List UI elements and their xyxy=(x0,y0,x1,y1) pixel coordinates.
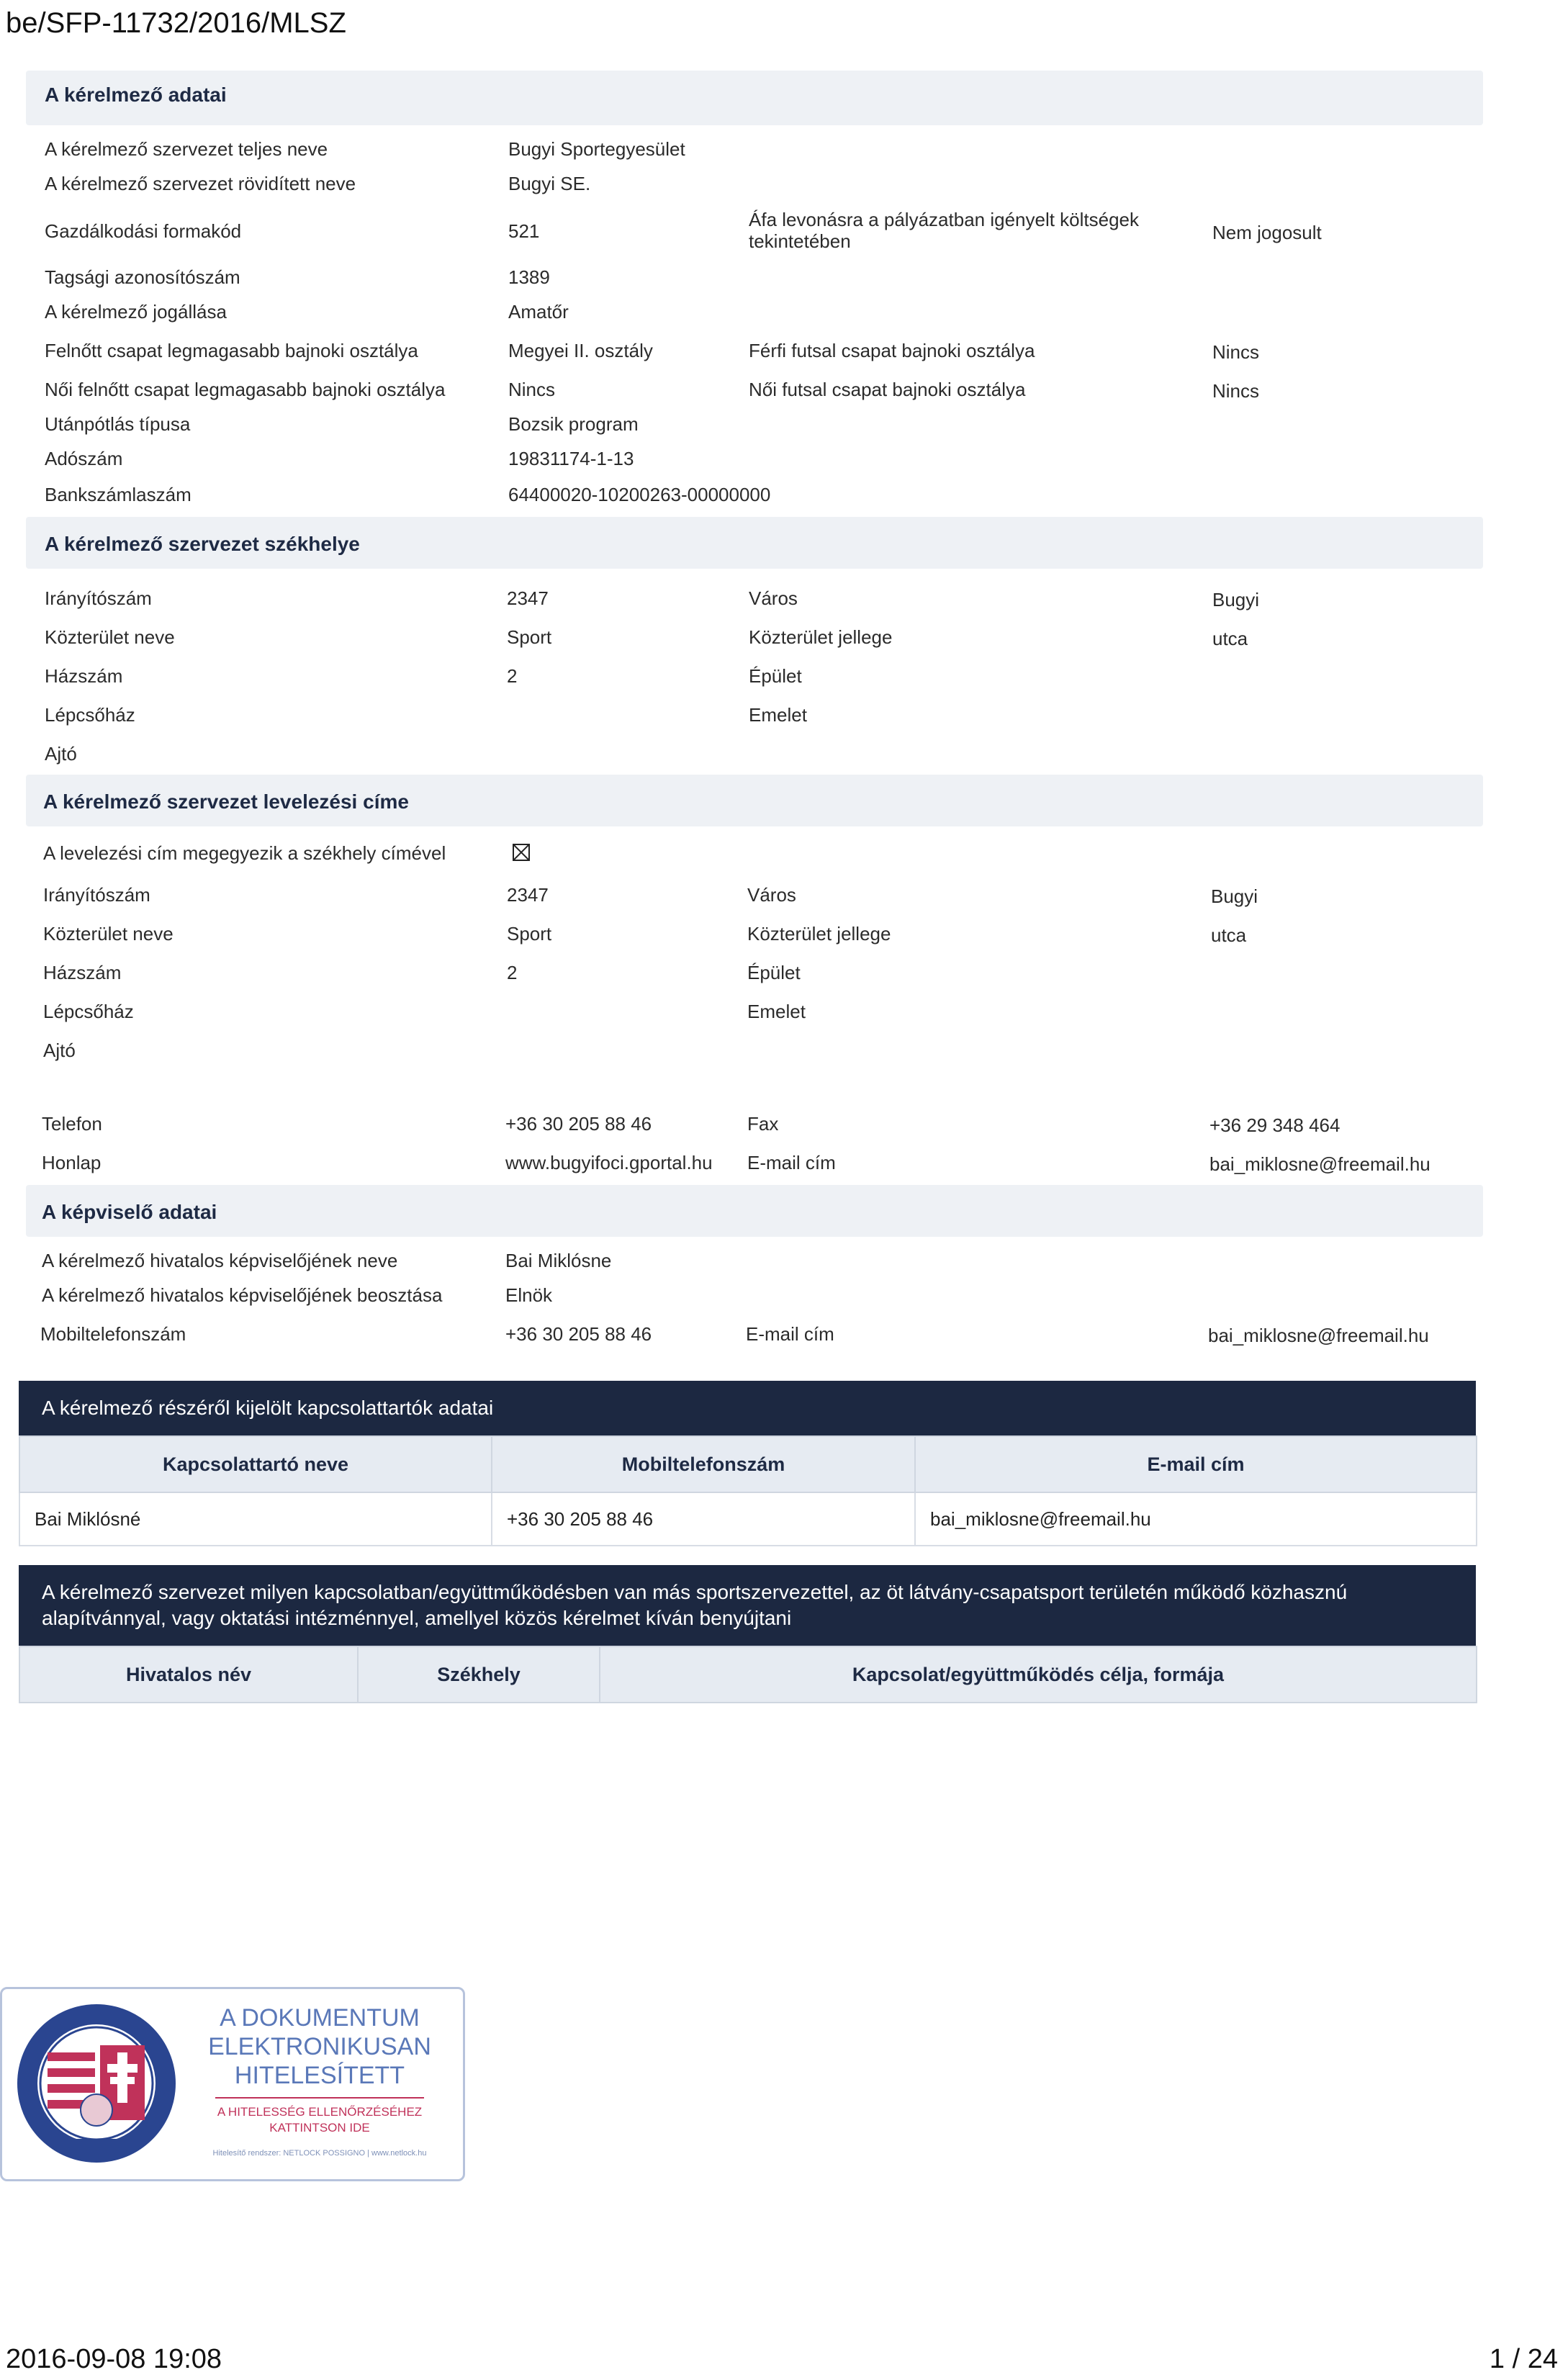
seat-house-value: 2 xyxy=(507,665,518,687)
short-name-value: Bugyi SE. xyxy=(508,173,591,194)
section-band-representative xyxy=(26,1185,1483,1237)
seat-city-value: Bugyi xyxy=(1212,589,1260,610)
col-header-seat: Székhely xyxy=(358,1646,600,1703)
mailing-same-label: A levelezési cím megegyezik a székhely címével xyxy=(43,842,446,864)
col-header-mobile: Mobiltelefonszám xyxy=(492,1436,915,1492)
full-name-label: A kérelmező szervezet teljes neve xyxy=(45,138,328,160)
seat-zip-value: 2347 xyxy=(507,587,549,609)
partners-table-title: A kérelmező szervezet milyen kapcsolatban/együttműködésben van más sportszervezettel, az öt látvány-csapatsport területén működő közhasznú alapítvánnyal, vagy oktatási intézménnyel, amellyel közös kérelmet kíván benyújtani xyxy=(19,1565,1476,1646)
email-label: E-mail cím xyxy=(747,1152,836,1173)
section-title-mailing: A kérelmező szervezet levelezési címe xyxy=(43,790,409,813)
seat-door-label: Ajtó xyxy=(45,743,77,765)
seat-city-label: Város xyxy=(749,587,798,609)
phone-label: Telefon xyxy=(42,1113,102,1135)
fax-value: +36 29 348 464 xyxy=(1209,1114,1341,1136)
member-id-value: 1389 xyxy=(508,266,550,288)
stamp-line-3: HITELESÍTETT xyxy=(234,2062,405,2089)
web-value[interactable]: www.bugyifoci.gportal.hu xyxy=(505,1152,713,1173)
seat-stair-label: Lépcsőház xyxy=(45,704,135,726)
full-name-value: Bugyi Sportegyesület xyxy=(508,138,685,160)
rep-mobile-label: Mobiltelefonszám xyxy=(40,1323,186,1345)
mailing-door-label: Ajtó xyxy=(43,1040,76,1061)
form-code-value: 521 xyxy=(508,220,540,242)
col-header-official-name: Hivatalos név xyxy=(19,1646,358,1703)
mailing-same-checkbox[interactable] xyxy=(513,844,530,861)
web-label: Honlap xyxy=(42,1152,102,1173)
legal-status-label: A kérelmező jogállása xyxy=(45,301,227,323)
mailing-street-label: Közterület neve xyxy=(43,923,174,945)
phone-value: +36 30 205 88 46 xyxy=(505,1113,652,1135)
mailing-building-label: Épület xyxy=(747,962,801,983)
stamp-line-4[interactable]: A HITELESSÉG ELLENŐRZÉSÉHEZ xyxy=(217,2105,423,2119)
col-header-purpose: Kapcsolat/együttműködés célja, formája xyxy=(600,1646,1477,1703)
section-title-representative: A képviselő adatai xyxy=(42,1201,217,1223)
cell-contact-email[interactable]: bai_miklosne@freemail.hu xyxy=(915,1492,1477,1546)
rep-email-value[interactable]: bai_miklosne@freemail.hu xyxy=(1208,1325,1429,1346)
mailing-zip-label: Irányítószám xyxy=(43,884,150,906)
bank-label: Bankszámlaszám xyxy=(45,484,192,505)
tax-label: Adószám xyxy=(45,448,123,469)
mlsz-seal-icon xyxy=(15,2002,178,2165)
contacts-grid xyxy=(19,1435,1477,1546)
col-header-email: E-mail cím xyxy=(915,1436,1477,1492)
mailing-city-label: Város xyxy=(747,884,796,906)
men-futsal-value: Nincs xyxy=(1212,341,1260,363)
rep-name-label: A kérelmező hivatalos képviselőjének neve xyxy=(42,1250,398,1271)
vat-label: Áfa levonásra a pályázatban igényelt költségek tekintetében xyxy=(749,209,1140,252)
youth-type-label: Utánpótlás típusa xyxy=(45,413,191,435)
rep-role-value: Elnök xyxy=(505,1284,553,1306)
partners-grid xyxy=(19,1646,1477,1703)
section-title-applicant: A kérelmező adatai xyxy=(45,84,227,106)
vat-value: Nem jogosult xyxy=(1212,222,1322,243)
rep-mobile-value: +36 30 205 88 46 xyxy=(505,1323,652,1345)
bank-value: 64400020-10200263-00000000 xyxy=(508,484,771,505)
mailing-street-type-value: utca xyxy=(1211,924,1247,946)
contacts-table xyxy=(19,1381,1476,1546)
seat-zip-label: Irányítószám xyxy=(45,587,152,609)
mailing-street-value: Sport xyxy=(507,923,552,945)
mailing-city-value: Bugyi xyxy=(1211,885,1258,907)
section-band-applicant xyxy=(26,71,1483,125)
adult-team-label: Felnőtt csapat legmagasabb bajnoki osztálya xyxy=(45,340,418,361)
footer-page-number: 1 / 24 xyxy=(1489,2344,1558,2374)
seat-building-label: Épület xyxy=(749,665,802,687)
mailing-house-value: 2 xyxy=(507,962,518,983)
document-id: be/SFP-11732/2016/MLSZ xyxy=(6,7,346,39)
stamp-line-1: A DOKUMENTUM xyxy=(220,2004,420,2032)
seat-street-type-value: utca xyxy=(1212,628,1248,649)
stamp-line-2: ELEKTRONIKUSAN xyxy=(208,2033,431,2060)
tax-value: 19831174-1-13 xyxy=(508,448,634,469)
cell-contact-name: Bai Miklósné xyxy=(19,1492,492,1546)
women-team-label: Női felnőtt csapat legmagasabb bajnoki osztálya xyxy=(45,379,446,400)
table-row xyxy=(19,1492,1477,1546)
women-futsal-label: Női futsal csapat bajnoki osztálya xyxy=(749,379,1026,400)
seat-street-label: Közterület neve xyxy=(45,626,175,648)
mailing-stair-label: Lépcsőház xyxy=(43,1001,134,1022)
seat-house-label: Házszám xyxy=(45,665,123,687)
stamp-line-6: Hitelesítő rendszer: NETLOCK POSSIGNO | www.netlock.hu xyxy=(212,2149,427,2158)
fax-label: Fax xyxy=(747,1113,779,1135)
cell-contact-mobile: +36 30 205 88 46 xyxy=(492,1492,915,1546)
partners-table xyxy=(19,1565,1476,1703)
section-title-seat: A kérelmező szervezet székhelye xyxy=(45,533,360,555)
seat-street-type-label: Közterület jellege xyxy=(749,626,893,648)
stamp-divider xyxy=(215,2097,424,2099)
women-team-value: Nincs xyxy=(508,379,556,400)
authentication-stamp[interactable] xyxy=(0,1987,465,2181)
seat-street-value: Sport xyxy=(507,626,552,648)
contacts-table-title: A kérelmező részéről kijelölt kapcsolattartók adatai xyxy=(19,1381,1476,1435)
men-futsal-label: Férfi futsal csapat bajnoki osztálya xyxy=(749,340,1035,361)
mailing-zip-value: 2347 xyxy=(507,884,549,906)
member-id-label: Tagsági azonosítószám xyxy=(45,266,240,288)
women-futsal-value: Nincs xyxy=(1212,380,1260,402)
seat-floor-label: Emelet xyxy=(749,704,807,726)
form-code-label: Gazdálkodási formakód xyxy=(45,220,242,242)
stamp-line-5[interactable]: KATTINTSON IDE xyxy=(269,2121,370,2135)
legal-status-value: Amatőr xyxy=(508,301,569,323)
footer-date: 2016-09-08 19:08 xyxy=(6,2344,222,2374)
short-name-label: A kérelmező szervezet rövidített neve xyxy=(45,173,356,194)
rep-name-value: Bai Miklósne xyxy=(505,1250,612,1271)
mailing-floor-label: Emelet xyxy=(747,1001,806,1022)
email-value[interactable]: bai_miklosne@freemail.hu xyxy=(1209,1153,1430,1175)
mailing-house-label: Házszám xyxy=(43,962,122,983)
col-header-contact-name: Kapcsolattartó neve xyxy=(19,1436,492,1492)
rep-role-label: A kérelmező hivatalos képviselőjének beosztása xyxy=(42,1284,443,1306)
rep-email-label: E-mail cím xyxy=(746,1323,834,1345)
youth-type-value: Bozsik program xyxy=(508,413,639,435)
adult-team-value: Megyei II. osztály xyxy=(508,340,653,361)
mailing-street-type-label: Közterület jellege xyxy=(747,923,891,945)
